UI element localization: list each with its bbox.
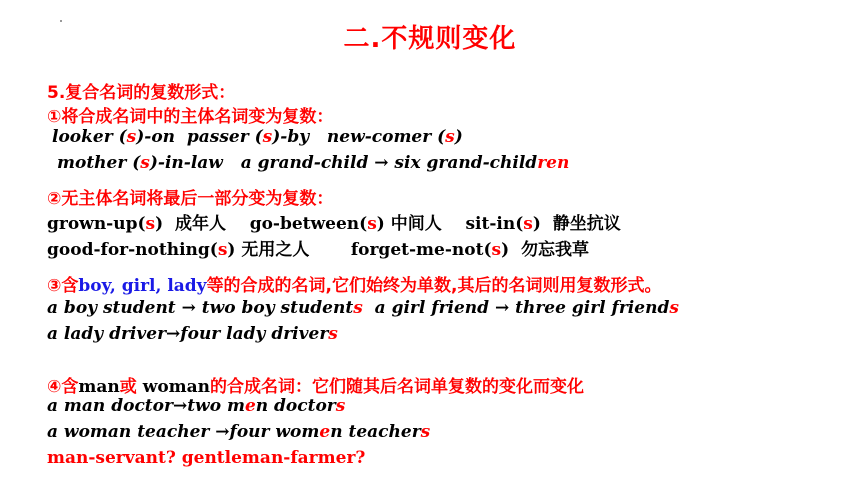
rule1-example-line1 xyxy=(52,127,463,147)
plural-marker: s xyxy=(140,153,150,173)
translation-text: 勿忘我草 xyxy=(520,240,589,260)
example-text: two boy student xyxy=(201,298,354,318)
example-text: forget-me-not( xyxy=(350,240,492,260)
rule2-example-line2 xyxy=(47,235,589,260)
translation-text: 无用之人 xyxy=(241,240,310,260)
plural-marker: s xyxy=(217,240,228,260)
plural-marker: s xyxy=(445,127,455,147)
example-text: two m xyxy=(187,396,245,416)
rule4-example-line2 xyxy=(47,422,430,442)
example-text: sit-in( xyxy=(465,214,524,234)
plural-marker: s xyxy=(335,396,346,416)
example-text: n teacher xyxy=(330,422,421,442)
example-text: ) xyxy=(376,214,385,234)
arrow-icon: → xyxy=(209,422,230,442)
translation-text: 中间人 xyxy=(390,214,442,234)
plural-marker: s xyxy=(353,298,363,318)
arrow-icon: → xyxy=(489,298,516,318)
heading-text: ④含 xyxy=(47,377,79,397)
rule3-example-line2 xyxy=(47,324,338,344)
example-text: a girl friend xyxy=(374,298,490,318)
plural-marker: s xyxy=(669,298,679,318)
example-text: go-between( xyxy=(249,214,368,234)
keyword-text: man xyxy=(78,377,120,397)
heading-text: 或 xyxy=(119,377,143,397)
rule1-example-line2 xyxy=(57,153,569,173)
plural-marker: s xyxy=(145,214,156,234)
plural-marker: s xyxy=(491,240,502,260)
rule3-example-line1 xyxy=(47,298,679,318)
rule2-heading: ②无主体名词将最后一部分变为复数： xyxy=(47,189,334,209)
example-text: six grand-child xyxy=(394,153,538,173)
example-text: )-by xyxy=(272,127,310,147)
keyword-text: boy, girl, lady xyxy=(78,276,207,296)
arrow-icon: → xyxy=(368,153,395,173)
heading-text: 的合成名词：它们随其后名词单复数的变化而变化 xyxy=(210,377,585,397)
example-text: ) xyxy=(155,214,164,234)
rule4-example-line1 xyxy=(47,396,345,416)
plural-marker: ren xyxy=(537,153,570,173)
example-text: a boy student xyxy=(47,298,176,318)
example-text: ) xyxy=(501,240,510,260)
arrow-icon: → xyxy=(175,298,202,318)
example-text: )-in-law xyxy=(149,153,223,173)
plural-marker: s xyxy=(126,127,137,147)
example-text: a woman teacher xyxy=(47,422,210,442)
arrow-icon: → xyxy=(172,396,188,416)
example-text: n doctor xyxy=(255,396,336,416)
rule3-heading xyxy=(47,271,661,296)
plural-marker: e xyxy=(244,396,256,416)
section-heading xyxy=(47,78,235,103)
example-text: a lady driver xyxy=(47,324,167,344)
example-text: a man doctor xyxy=(47,396,173,416)
section-heading-text: 5.复合名词的复数形式： xyxy=(47,83,236,103)
keyword-text: woman xyxy=(142,377,211,397)
heading-text: 等的合成的名词,它们始终为单数,其后的名词则用复数形式。 xyxy=(206,276,662,296)
rule2-example-line1 xyxy=(47,209,621,234)
translation-text: 成年人 xyxy=(175,214,226,234)
plural-marker: s xyxy=(523,214,533,234)
example-text: ) xyxy=(532,214,541,234)
plural-marker: s xyxy=(367,214,377,234)
example-text: ) xyxy=(227,240,236,260)
page-title: 二.不规则变化 xyxy=(343,24,517,54)
example-text: )-on xyxy=(136,127,176,147)
translation-text: 静坐抗议 xyxy=(552,214,621,234)
example-text: new-comer ( xyxy=(326,127,446,147)
plural-marker: s xyxy=(328,324,338,344)
plural-marker: e xyxy=(319,422,331,442)
plural-marker: s xyxy=(262,127,273,147)
example-text: grown-up( xyxy=(47,214,146,234)
example-text: good-for-nothing( xyxy=(47,240,218,260)
example-text: four wom xyxy=(229,422,320,442)
rule1-heading: ①将合成名词中的主体名词变为复数： xyxy=(47,107,334,127)
rule4-heading xyxy=(47,372,584,397)
example-text: four lady driver xyxy=(180,324,329,344)
example-text: three girl friend xyxy=(515,298,670,318)
arrow-icon: → xyxy=(166,324,181,344)
example-text: ) xyxy=(454,127,463,147)
rule4-question-line: man-servant? gentleman-farmer? xyxy=(47,448,366,468)
example-text: mother ( xyxy=(57,153,141,173)
example-text: passer ( xyxy=(186,127,263,147)
heading-text: ③含 xyxy=(47,276,79,296)
example-text: a grand-child xyxy=(240,153,369,173)
plural-marker: s xyxy=(420,422,431,442)
example-text: looker ( xyxy=(52,127,127,147)
